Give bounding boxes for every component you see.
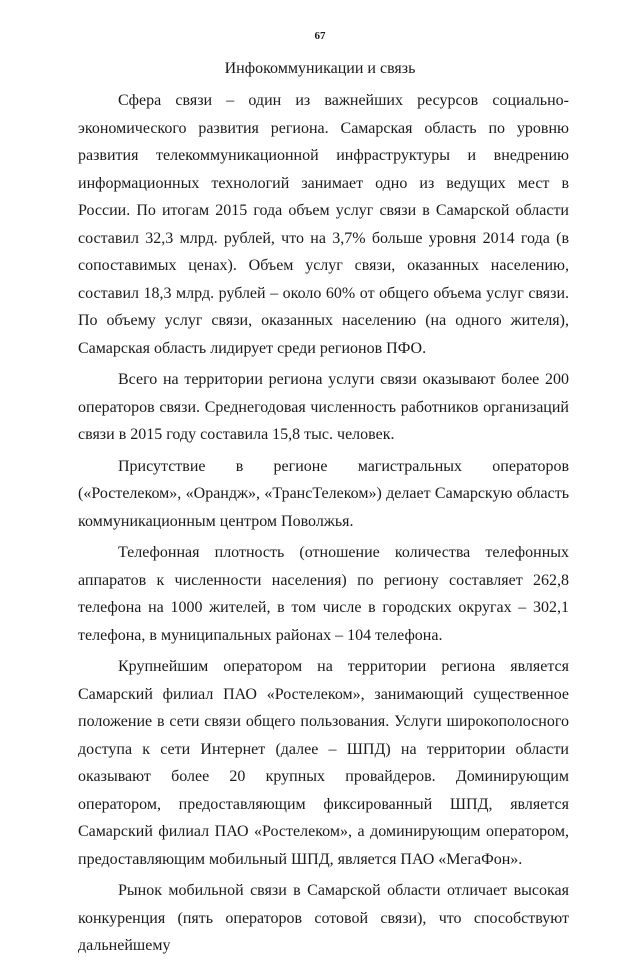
section-heading: Инфокоммуникации и связь <box>224 60 416 77</box>
paragraph-backbone-operators: Присутствие в регионе магистральных операторов («Ростелеком», «Орандж», «ТрансТелеком») делает Самарскую область коммуникационным центром Поволжья. <box>78 457 569 530</box>
paragraph-telephone-density: Телефонная плотность (отношение количества телефонных аппаратов к численности населения) по региону составляет 262,8 телефона на 1000 жителей, в том числе в городских округах – 302,1 телефона, в муниципальных районах – 104 телефона. <box>78 544 569 644</box>
paragraph-communications-sphere: Сфера связи – один из важнейших ресурсов социально-экономического развития региона. Самарская область по уровню развития телекоммуникационной инфраструктуры и внедрению информационных технологий занимает одно из ведущих мест в России. По итогам 2015 года объем услуг связи в Самарской области составил 32,3 млрд. рублей, что на 3,7% больше уровня 2014 года (в сопоставимых ценах). Объем услуг связи, оказанных населению, составил 18,3 млрд. рублей – около 60% от общего объема услуг связи. По объему услуг связи, оказанных населению (на одного жителя), Самарская область лидирует среди регионов ПФО. <box>78 92 569 357</box>
body-text <box>78 87 569 960</box>
page-number: 67 <box>314 30 326 42</box>
paragraph-largest-operator: Крупнейшим оператором на территории региона является Самарский филиал ПАО «Ростелеком», занимающий существенное положение в сети связи общего пользования. Услуги широкополосного доступа к сети Интернет (далее – ШПД) на территории области оказывают более 20 крупных провайдеров. Доминирующим оператором, предоставляющим фиксированный ШПД, является Самарский филиал ПАО «Ростелеком», а доминирующим оператором, предоставляющим мобильный ШПД, является ПАО «МегаФон». <box>78 658 569 868</box>
paragraph-operators-count: Всего на территории региона услуги связи оказывают более 200 операторов связи. Среднегодовая численность работников организаций связи в 2015 году составила 15,8 тыс. человек. <box>78 371 569 443</box>
paragraph-mobile-market: Рынок мобильной связи в Самарской области отличает высокая конкуренция (пять операторов сотовой связи), что способствуют дальнейшему <box>78 882 569 954</box>
